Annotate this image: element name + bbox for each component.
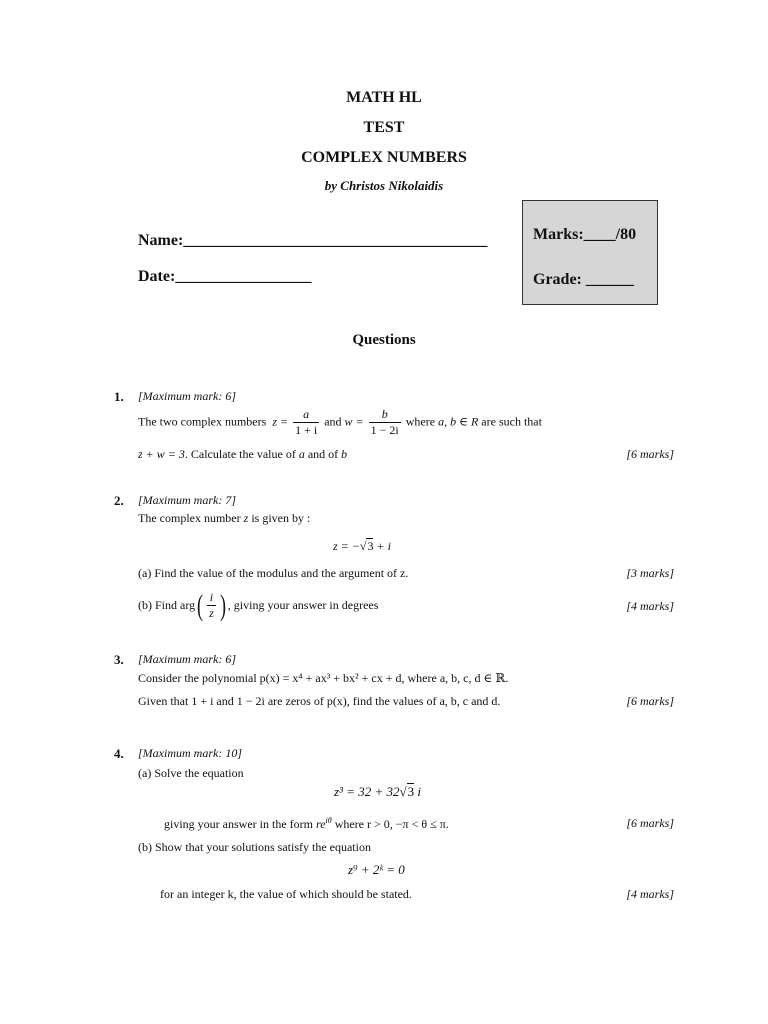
q1-frac-z-den: 1 + i bbox=[295, 423, 318, 437]
q2-b-text: , giving your answer in degrees bbox=[227, 598, 379, 612]
q3-line1: Consider the polynomial p(x) = x⁴ + ax³ + bx² + cx + d, where a, b, c, d ∈ ℝ. bbox=[138, 671, 509, 685]
q1-ab-in-r: a, b ∈ R bbox=[438, 414, 479, 429]
name-field bbox=[138, 232, 487, 250]
q4-part-b: (b) Show that your solutions satisfy the equation bbox=[138, 840, 371, 854]
q1-frac-z bbox=[293, 407, 319, 438]
q2-eq-right: + i bbox=[376, 539, 391, 553]
q1-line2 bbox=[138, 447, 347, 462]
marks-label: Marks:____/80 bbox=[533, 226, 637, 243]
q2-b-frac-num: i bbox=[209, 590, 214, 604]
date-field bbox=[138, 268, 311, 286]
q2-b-label: (b) Find arg bbox=[138, 598, 196, 612]
q1-max-mark: [Maximum mark: 6] bbox=[138, 389, 236, 403]
name-line: ______________________________________ bbox=[183, 232, 488, 249]
q3-line2: Given that 1 + i and 1 − 2i are zeros of p(x), find the values of a, b, c and d. bbox=[138, 694, 501, 708]
q2-a-marks: [3 marks] bbox=[626, 566, 674, 580]
q1-frac-w-den: 1 − 2i bbox=[370, 423, 399, 437]
q4-a-eq-root: 3 bbox=[407, 784, 415, 799]
q4-a-eq-right: i bbox=[417, 784, 422, 799]
q4-b-equation: z⁹ + 2ᵏ = 0 bbox=[348, 862, 405, 877]
q2-intro-end: is given by : bbox=[251, 511, 311, 525]
q2-intro bbox=[138, 511, 310, 526]
q1-where: where bbox=[405, 414, 436, 429]
q2-b-paren-left: ( bbox=[197, 588, 204, 622]
q4-a-form-re: re bbox=[315, 817, 326, 831]
q2-b-frac-den: z bbox=[209, 606, 214, 620]
doc-title-line3: COMPLEX NUMBERS bbox=[301, 149, 467, 166]
q1-frac-w-num: b bbox=[381, 407, 388, 421]
q1-var-b: b bbox=[341, 447, 348, 461]
q4-a-form-text: giving your answer in the form bbox=[164, 817, 313, 831]
q2-part-a: (a) Find the value of the modulus and the argument of z. bbox=[138, 566, 409, 580]
marks-box bbox=[522, 200, 658, 305]
q2-b-paren-right: ) bbox=[219, 588, 226, 622]
q4-part-a: (a) Solve the equation bbox=[138, 766, 244, 780]
q2-eq-root: 3 bbox=[367, 539, 374, 553]
q4-a-form bbox=[164, 816, 449, 832]
date-label: Date: bbox=[138, 268, 176, 285]
section-title: Questions bbox=[352, 332, 416, 348]
q3-max-mark: [Maximum mark: 6] bbox=[138, 652, 236, 666]
doc-author: by Christos Nikolaidis bbox=[324, 178, 444, 193]
date-line: _________________ bbox=[175, 268, 312, 285]
q1-var-a: a bbox=[298, 447, 305, 461]
q1-such-that: are such that bbox=[481, 414, 542, 429]
q2-b-marks: [4 marks] bbox=[626, 599, 674, 613]
q4-b-integer: for an integer k, the value of which should be stated. bbox=[160, 887, 412, 901]
q4-a-form-exp: iθ bbox=[325, 816, 332, 825]
doc-title-line1: MATH HL bbox=[346, 89, 422, 106]
q1-text: The two complex numbers bbox=[138, 414, 267, 429]
q4-max-mark: [Maximum mark: 10] bbox=[138, 746, 242, 760]
q1-frac-w bbox=[369, 407, 401, 438]
q1-z-eq: z = bbox=[272, 414, 289, 429]
q4-a-equation: z³ = 32 + 32√3 i bbox=[334, 784, 422, 799]
q4-number: 4. bbox=[114, 746, 124, 761]
q1-w-eq: w = bbox=[344, 414, 364, 429]
doc-title-line2: TEST bbox=[363, 119, 405, 136]
q2-b-frac bbox=[207, 590, 216, 621]
q1-marks: [6 marks] bbox=[626, 447, 674, 461]
q4-b-marks: [4 marks] bbox=[626, 887, 674, 901]
name-label: Name: bbox=[138, 232, 184, 249]
q4-a-eq-left: z³ = 32 + 32 bbox=[334, 784, 400, 799]
q2-number: 2. bbox=[114, 493, 124, 508]
q1-line1 bbox=[138, 407, 542, 438]
grade-label: Grade: ______ bbox=[533, 271, 634, 288]
q2-intro-z: z bbox=[243, 511, 249, 525]
q2-eq-left: z = − bbox=[333, 539, 360, 553]
q1-number: 1. bbox=[114, 389, 124, 404]
q1-and: and bbox=[324, 414, 342, 429]
q1-frac-z-num: a bbox=[303, 407, 310, 421]
q1-and-of: and of bbox=[307, 447, 339, 461]
q3-number: 3. bbox=[114, 652, 124, 667]
q1-sum-eq: z + w = 3 bbox=[138, 447, 185, 461]
q2-equation: z = −√3 + i bbox=[333, 539, 391, 553]
q3-marks: [6 marks] bbox=[626, 694, 674, 708]
q4-a-marks: [6 marks] bbox=[626, 816, 674, 830]
q4-a-form-cond: where r > 0, −π < θ ≤ π. bbox=[334, 817, 449, 831]
q2-part-b bbox=[138, 590, 378, 621]
q1-calc-text: . Calculate the value of bbox=[184, 447, 296, 461]
q2-intro-text: The complex number bbox=[138, 511, 241, 525]
q2-max-mark: [Maximum mark: 7] bbox=[138, 493, 236, 507]
